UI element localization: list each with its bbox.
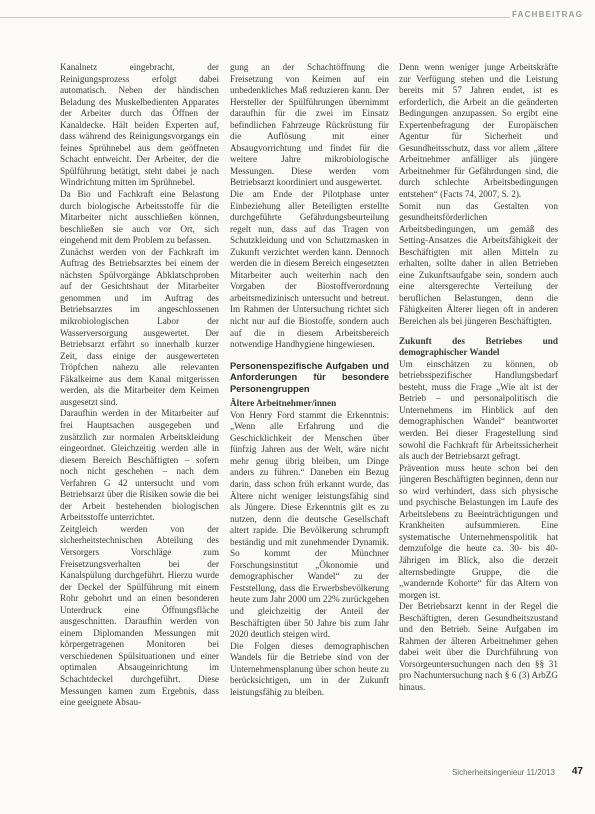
paragraph: Zunächst werden von der Fachkraft im Auftrag des Betriebsarztes bei einem der nächsten Spülvorgänge Abklatschproben auf der Gesichtshaut der Mitarbeiter genommen und im Auftrag des Betriebsarztes im angeschlossenen mikrobiologischen Labor der Wasserversorgung ausgewertet. Der Betriebsarzt erfährt so innerhalb kurzer Zeit, dass einige der ausgewerteten Tröpfchen nahezu alle relevanten Fäkalkeime aus dem Kanal mitgerissen werden, als die Mitarbeiter dem Keimen ausgesetzt sind. [60,246,219,407]
section-heading: Personenspezifische Aufgaben und Anforderungen für besondere Personengruppen [230,360,389,394]
paragraph: Denn wenn weniger junge Arbeitskräfte zur Verfügung stehen und die Leistung bereits mit 57 Jahren endet, ist es erforderlich, die Arbeit an die geänderten Bedingungen anzupassen. So ergibt eine Expertenbefragung der Europäischen Agentur für Sicherheit und Gesundheitsschutz, dass vor allem „ältere Arbeitnehmer anfälliger als jüngere Arbeitnehmer für Gefährdungen sind, die durch schlechte Arbeitsbedingungen entstehen“ (Facts 74, 2007, S. 2). [399,62,558,200]
paragraph: Prävention muss heute schon bei den jüngeren Beschäftigten beginnen, denn nur so wird verhindert, dass sich physische und psychische Belastungen im Laufe des Arbeitslebens zu Beeinträchtigungen und Krankheiten aufsummieren. Eine systematische Unternehmenspolitik hat demzufolge die heute ca. 30- bis 40-Jährigen im Blick, also die derzeit alternsbedingte Gruppe, die die „wandernde Kohorte“ für das Altern von morgen ist. [399,462,558,600]
paragraph: Die Folgen dieses demographischen Wandels für die Betriebe sind von der Unternehmensplanung über schon heute zu berücksichtigen, um in der Zukunft leistungsfähig zu bleiben. [230,640,389,697]
paragraph: Die am Ende der Pilotphase unter Einbeziehung aller Beteiligten erstellte durchgeführte Gefährdungsbeurteilung regelt nun, dass auf das Tragen von Schutzkleidung und von Schutzmasken in Zukunft verzichtet werden kann. Dennoch werden die in diesem Bereich eingesetzten Mitarbeiter auch weiterhin nach den Vorgaben der Biostoffverordnung arbeitsmedizinisch untersucht und betreut. Im Rahmen der Untersuchung richtet sich nicht nur auf die Biostoffe, sondern auch auf die in diesem Arbeitsbereich notwendige Handhygiene hingewiesen. [230,189,389,350]
page-header [0,10,595,26]
page-footer [0,764,595,784]
text-column-1 [60,62,219,756]
subsection-heading: Ältere Arbeitnehmer/innen [230,398,337,409]
text-column-2 [230,62,389,756]
paragraph: Von Henry Ford stammt die Erkenntnis: „Wenn alle Erfahrung und die Geschicklichkeit der Menschen über fünfzig Jahren aus der Welt, wäre nicht mehr genug übrig bleiben, um Dinge anders zu führen.“ Daneben ein Bezug darin, dass schon früh erkannt wurde, das Ältere nicht weniger leistungsfähig sind als Jüngere. Diese Erkenntnis gilt es zu nutzen, denn die deutsche Gesellschaft altert rapide. Die Bevölkerung schrumpft beständig und mit zunehmender Dynamik. So kommt der Münchner Forschungsinstitut „Ökonomie und demographischer Wandel“ zu der Feststellung, dass die Erwerbsbevölkerung heute zum Jahr 2000 um 22% zurückgehen und gleichzeitig der Anteil der Beschäftigten über 50 Jahre bis zum Jahr 2020 deutlich steigen wird. [230,409,389,640]
paragraph: Kanalnetz eingebracht, der Reinigungsprozess erfolgt dabei automatisch. Neben der händischen Beladung des Muskelbedienten Apparates der Arbeiter durch das Öffnen der Kanaldecke. Hält beiden Experten auf, dass während des Reinigungsvorgangs ein feines Sprühnebel aus dem geöffneten Schacht entweicht. Der Arbeiter, der die Spülführung betätigt, steht dabei je nach Windrichtung mitten im Sprühnebel. [60,62,219,188]
paragraph: Zeitgleich werden von der sicherheitstechnischen Abteilung des Versorgers Vorschläge zum Freisetzungsverhalten bei der Kanalspülung durchgeführt. Hierzu wurde der Deckel der Spülführung mit einem Rohr gebohrt und an einen besonderen Unterdruck eine Öffnungsfläche ausgeschnitten. Daraufhin werden von einem Diplomanden Messungen mit körpergetragenen Monitoren bei verschiedenen Spülsituationen und einer optimalen Absaugeinrichtung im Schachtdeckel durchgeführt. Diese Messungen kamen zum Ergebnis, dass eine geeignete Absau- [60,523,219,708]
header-rule [0,17,510,18]
paragraph: Somit nun das Gestalten von gesundheitsförderlichen Arbeitsbedingungen, um gemäß des Setting-Ansatzes die Arbeitsfähigkeit der Beschäftigten mit allen Mitteln zu erhalten, sollte daher in allen Betrieben eine Zukunftsaufgabe sein, sondern auch eine altersgerechte Verteilung der beruflichen Belastungen, denn die Fähigkeiten Älterer liegen oft in anderen Bereichen als bei jüngeren Beschäftigten. [399,200,558,327]
paragraph: gung an der Schachtöffnung die Freisetzung von Keimen auf ein unbedenkliches Maß reduzieren kann. Der Hersteller der Spülführungen übernimmt daraufhin für die zwei im Einsatz befindlichen Fahrzeuge Rückrüstung für die Auflösung mit einer Absaugvorrichtung und findet für die weitere Jahre mikrobiologische Messungen. Diese werden vom Betriebsarzt koordiniert und ausgewertet. [230,62,389,188]
subsection-heading: Zukunft des Betriebes und demographischer Wandel [399,335,558,358]
section-label: FACHBEITRAG [512,10,583,19]
footer-source: Sicherheitsingenieur 11/2013 [451,768,555,777]
paragraph: Der Betriebsarzt kennt in der Regel die Beschäftigten, deren Gesundheitszustand und den Betrieb. Seine Aufgaben im Rahmen der älteren Arbeitnehmer gehen dabei weit über die Durchführung von Vorsorgeuntersuchungen nach den §§ 31 pro Nachuntersuchung nach § 6 (3) ArbZG hinaus. [399,601,558,692]
text-column-3 [399,62,558,756]
paragraph: Daraufhin werden in der Mitarbeiter auf frei Hauptsachen ausgegeben und zusätzlich zur normalen Arbeitskleidung eingeordnet. Gleichzeitig werden alle in diesem Bereich Beschäftigten – sofern noch nicht geschehen – nach dem Verfahren G 42 untersucht und vom Betriebsarzt über die Risiken sowie die bei der Arbeit bestehenden biologischen Arbeitsstoffe unterrichtet. [60,408,219,523]
page-number: 47 [571,766,583,777]
paragraph: Da Bio und Fachkraft eine Belastung durch biologische Arbeitsstoffe für die Mitarbeiter nicht ausschließen können, beschließen sie auch vor Ort, sich eingehend mit dem Problem zu befassen. [60,189,219,246]
paragraph: Um einschätzen zu können, ob betriebsspezifischer Handlungsbedarf besteht, muss die Frage „Wie alt ist der Betrieb – und personalpolitisch die Unternehmens im Hinblick auf den demographischen Wandel“ beantwortet werden. Bei dieser Fragestellung sind sowohl die Fachkraft für Arbeitssicherheit als auch der Betriebsarzt gefragt. [399,358,558,462]
